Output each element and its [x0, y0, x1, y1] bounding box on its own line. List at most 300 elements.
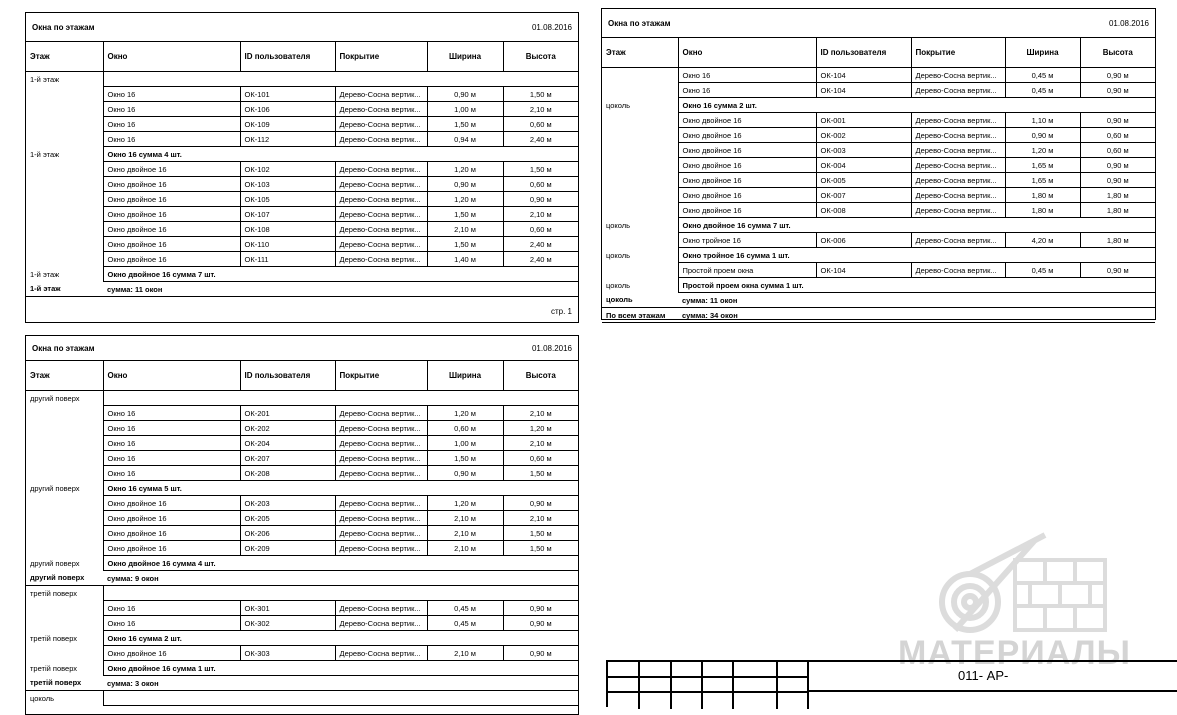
- window-name-cell: Окно 16: [678, 68, 816, 83]
- table-row: [602, 158, 1155, 173]
- user-id-cell: ОК-005: [816, 173, 911, 188]
- width-cell: 2,10 м: [427, 222, 503, 237]
- floor-cell: [602, 158, 678, 173]
- table-row: [602, 143, 1155, 158]
- total-row: [26, 282, 578, 297]
- window-name-cell: Окно двойное 16: [103, 177, 240, 192]
- height-cell: 2,10 м: [503, 406, 578, 421]
- subtotal-row: [26, 556, 578, 571]
- column-header: Ширина: [427, 361, 503, 391]
- user-id-cell: ОК-208: [240, 466, 335, 481]
- height-cell: 1,50 м: [503, 162, 578, 177]
- width-cell: 4,20 м: [1005, 233, 1080, 248]
- subtotal-text: Окно 16 сумма 2 шт.: [678, 98, 1155, 113]
- floor-cell: 1-й этаж: [26, 282, 103, 297]
- floor-cell: [602, 128, 678, 143]
- floor-cell: [602, 203, 678, 218]
- floor-cell: [26, 616, 103, 631]
- height-cell: 2,10 м: [503, 102, 578, 117]
- column-header: ID пользователя: [816, 38, 911, 68]
- coating-cell: Дерево-Сосна вертик...: [911, 113, 1005, 128]
- window-name-cell: Окно двойное 16: [103, 192, 240, 207]
- width-cell: 1,65 м: [1005, 173, 1080, 188]
- coating-cell: Дерево-Сосна вертик...: [335, 421, 427, 436]
- column-header: Высота: [503, 42, 578, 72]
- window-name-cell: Окно двойное 16: [678, 128, 816, 143]
- width-cell: 0,90 м: [427, 87, 503, 102]
- floor-cell: [26, 646, 103, 661]
- height-cell: 0,90 м: [1080, 113, 1155, 128]
- width-cell: 1,80 м: [1005, 188, 1080, 203]
- user-id-cell: ОК-109: [240, 117, 335, 132]
- floor-cell: цоколь: [606, 250, 631, 260]
- column-header: Этаж: [602, 38, 678, 68]
- subtotal-text: Окно 16 сумма 5 шт.: [103, 481, 578, 496]
- window-name-cell: Окно 16: [103, 616, 240, 631]
- height-cell: 0,60 м: [503, 177, 578, 192]
- window-name-cell: Окно двойное 16: [678, 143, 816, 158]
- height-cell: 0,90 м: [503, 616, 578, 631]
- coating-cell: Дерево-Сосна вертик...: [335, 466, 427, 481]
- height-cell: 0,90 м: [503, 646, 578, 661]
- user-id-cell: ОК-102: [240, 162, 335, 177]
- coating-cell: Дерево-Сосна вертик...: [335, 102, 427, 117]
- floor-cell: [26, 237, 103, 252]
- table-row: [26, 177, 578, 192]
- height-cell: 0,60 м: [503, 222, 578, 237]
- window-name-cell: Окно 16: [103, 102, 240, 117]
- subtotal-row: [26, 661, 578, 676]
- user-id-cell: ОК-111: [240, 252, 335, 267]
- width-cell: 0,90 м: [1005, 128, 1080, 143]
- drawing-code: 011- АР-: [958, 668, 1009, 683]
- table-header-row: [26, 42, 578, 72]
- table-row: [602, 233, 1155, 248]
- floor-cell: [602, 83, 678, 98]
- floor-cell: 1-й этаж: [30, 149, 60, 159]
- width-cell: 1,20 м: [1005, 143, 1080, 158]
- subtotal-text: Окно двойное 16 сумма 1 шт.: [103, 661, 578, 676]
- width-cell: 1,20 м: [427, 496, 503, 511]
- table-header-row: [602, 38, 1155, 68]
- height-cell: 0,60 м: [503, 451, 578, 466]
- subtotal-row: [26, 267, 578, 282]
- floor-cell: [602, 173, 678, 188]
- user-id-cell: ОК-105: [240, 192, 335, 207]
- user-id-cell: ОК-003: [816, 143, 911, 158]
- user-id-cell: ОК-110: [240, 237, 335, 252]
- floor-cell: [26, 207, 103, 222]
- height-cell: 1,20 м: [503, 421, 578, 436]
- height-cell: 1,50 м: [503, 87, 578, 102]
- coating-cell: Дерево-Сосна вертик...: [335, 616, 427, 631]
- coating-cell: Дерево-Сосна вертик...: [911, 188, 1005, 203]
- coating-cell: Дерево-Сосна вертик...: [335, 601, 427, 616]
- sheet-title: Окна по этажам: [32, 343, 95, 353]
- subtotal-text: Простой проем окна сумма 1 шт.: [678, 278, 1155, 293]
- table-row: [26, 466, 578, 481]
- coating-cell: Дерево-Сосна вертик...: [335, 162, 427, 177]
- table-row: [602, 83, 1155, 98]
- width-cell: 0,45 м: [1005, 68, 1080, 83]
- height-cell: 1,80 м: [1080, 233, 1155, 248]
- user-id-cell: ОК-007: [816, 188, 911, 203]
- column-header: Окно: [678, 38, 816, 68]
- window-name-cell: Окно двойное 16: [103, 162, 240, 177]
- coating-cell: Дерево-Сосна вертик...: [335, 511, 427, 526]
- user-id-cell: ОК-201: [240, 406, 335, 421]
- floor-cell: [26, 541, 103, 556]
- subtotal-text: Окно двойное 16 сумма 7 шт.: [678, 218, 1155, 233]
- table-row: [26, 436, 578, 451]
- floor-cell: [602, 188, 678, 203]
- coating-cell: Дерево-Сосна вертик...: [335, 451, 427, 466]
- width-cell: 1,00 м: [427, 436, 503, 451]
- window-name-cell: Окно двойное 16: [678, 203, 816, 218]
- coating-cell: Дерево-Сосна вертик...: [911, 158, 1005, 173]
- floor-cell: третій поверх: [30, 633, 78, 643]
- floor-group-row: [26, 586, 578, 601]
- height-cell: 1,50 м: [503, 466, 578, 481]
- coating-cell: Дерево-Сосна вертик...: [335, 207, 427, 222]
- subtotal-row: [602, 278, 1155, 293]
- user-id-cell: ОК-107: [240, 207, 335, 222]
- user-id-cell: ОК-204: [240, 436, 335, 451]
- window-name-cell: Окно двойное 16: [678, 173, 816, 188]
- coating-cell: Дерево-Сосна вертик...: [335, 526, 427, 541]
- window-name-cell: Окно двойное 16: [103, 496, 240, 511]
- window-name-cell: Окно двойное 16: [103, 526, 240, 541]
- schedule-table: [26, 42, 578, 297]
- width-cell: 0,45 м: [1005, 263, 1080, 278]
- floor-cell: [26, 601, 103, 616]
- floor-cell: другий поверх: [26, 571, 103, 586]
- floor-group-row: [26, 391, 578, 406]
- table-row: [26, 132, 578, 147]
- floor-cell: [26, 451, 103, 466]
- width-cell: 2,10 м: [427, 511, 503, 526]
- height-cell: 0,90 м: [1080, 173, 1155, 188]
- floor-cell: другий поверх: [30, 558, 80, 568]
- subtotal-row: [26, 147, 578, 162]
- height-cell: 0,60 м: [1080, 128, 1155, 143]
- table-row: [26, 102, 578, 117]
- width-cell: 0,90 м: [427, 177, 503, 192]
- coating-cell: Дерево-Сосна вертик...: [335, 192, 427, 207]
- sheet-header: [602, 9, 1155, 38]
- coating-cell: Дерево-Сосна вертик...: [335, 237, 427, 252]
- coating-cell: Дерево-Сосна вертик...: [335, 496, 427, 511]
- window-name-cell: Окно двойное 16: [103, 237, 240, 252]
- user-id-cell: ОК-103: [240, 177, 335, 192]
- user-id-cell: ОК-112: [240, 132, 335, 147]
- floor-cell: третій поверх: [26, 676, 103, 691]
- subtotal-row: [26, 481, 578, 496]
- table-row: [26, 87, 578, 102]
- width-cell: 1,20 м: [427, 192, 503, 207]
- table-row: [26, 601, 578, 616]
- height-cell: 1,50 м: [503, 526, 578, 541]
- sheet-title: Окна по этажам: [32, 22, 95, 32]
- floor-cell: [26, 102, 103, 117]
- sheet-date: 01.08.2016: [531, 22, 572, 32]
- height-cell: 0,90 м: [503, 496, 578, 511]
- user-id-cell: ОК-106: [240, 102, 335, 117]
- width-cell: 0,45 м: [427, 601, 503, 616]
- height-cell: 0,90 м: [503, 601, 578, 616]
- height-cell: 2,10 м: [503, 511, 578, 526]
- width-cell: 1,65 м: [1005, 158, 1080, 173]
- height-cell: 2,10 м: [503, 207, 578, 222]
- floor-cell: [26, 87, 103, 102]
- window-name-cell: Окно 16: [103, 451, 240, 466]
- coating-cell: Дерево-Сосна вертик...: [335, 222, 427, 237]
- floor-cell: [26, 252, 103, 267]
- subtotal-text: Окно 16 сумма 4 шт.: [103, 147, 578, 162]
- table-row: [26, 451, 578, 466]
- width-cell: 2,10 м: [427, 541, 503, 556]
- table-row: [26, 162, 578, 177]
- subtotal-text: Окно тройное 16 сумма 1 шт.: [678, 248, 1155, 263]
- floor-cell: 1-й этаж: [30, 269, 60, 279]
- table-row: [26, 252, 578, 267]
- subtotal-row: [602, 248, 1155, 263]
- sheet-title: Окна по этажам: [608, 18, 671, 28]
- sheet-date: 01.08.2016: [531, 343, 572, 353]
- window-name-cell: Окно двойное 16: [103, 646, 240, 661]
- width-cell: 2,10 м: [427, 526, 503, 541]
- coating-cell: Дерево-Сосна вертик...: [335, 252, 427, 267]
- floor-cell: третій поверх: [30, 588, 78, 598]
- coating-cell: Дерево-Сосна вертик...: [911, 233, 1005, 248]
- width-cell: 0,90 м: [427, 466, 503, 481]
- user-id-cell: ОК-002: [816, 128, 911, 143]
- floor-cell: цоколь: [602, 293, 678, 308]
- window-name-cell: Окно 16: [103, 466, 240, 481]
- subtotal-row: [26, 631, 578, 646]
- floor-cell: [602, 113, 678, 128]
- column-header: Этаж: [26, 42, 103, 72]
- width-cell: 1,50 м: [427, 451, 503, 466]
- column-header: Покрытие: [335, 361, 427, 391]
- width-cell: 0,60 м: [427, 421, 503, 436]
- floor-cell: [26, 526, 103, 541]
- floor-cell: [26, 436, 103, 451]
- sheet-date: 01.08.2016: [1108, 18, 1149, 28]
- subtotal-text: Окно 16 сумма 2 шт.: [103, 631, 578, 646]
- height-cell: 0,90 м: [1080, 158, 1155, 173]
- floor-cell: [26, 117, 103, 132]
- window-name-cell: Окно 16: [103, 406, 240, 421]
- height-cell: 0,60 м: [1080, 143, 1155, 158]
- window-name-cell: Окно 16: [103, 421, 240, 436]
- width-cell: 1,50 м: [427, 207, 503, 222]
- schedule-table: [602, 38, 1155, 323]
- table-row: [26, 616, 578, 631]
- total-row: [26, 676, 578, 691]
- window-name-cell: Окно 16: [103, 601, 240, 616]
- floor-cell: [26, 222, 103, 237]
- height-cell: 0,90 м: [1080, 68, 1155, 83]
- window-name-cell: Окно двойное 16: [678, 158, 816, 173]
- height-cell: 0,90 м: [503, 192, 578, 207]
- height-cell: 0,90 м: [1080, 263, 1155, 278]
- column-header: ID пользователя: [240, 42, 335, 72]
- floor-cell: [26, 162, 103, 177]
- user-id-cell: ОК-104: [816, 83, 911, 98]
- floor-cell: [26, 511, 103, 526]
- window-name-cell: Окно двойное 16: [103, 207, 240, 222]
- coating-cell: Дерево-Сосна вертик...: [911, 68, 1005, 83]
- width-cell: 1,20 м: [427, 162, 503, 177]
- user-id-cell: ОК-206: [240, 526, 335, 541]
- coating-cell: Дерево-Сосна вертик...: [335, 541, 427, 556]
- window-name-cell: Окно 16: [103, 436, 240, 451]
- user-id-cell: ОК-004: [816, 158, 911, 173]
- height-cell: 2,40 м: [503, 132, 578, 147]
- column-header: Высота: [1080, 38, 1155, 68]
- table-row: [26, 526, 578, 541]
- table-row: [602, 128, 1155, 143]
- column-header: Покрытие: [911, 38, 1005, 68]
- table-row: [602, 68, 1155, 83]
- coating-cell: Дерево-Сосна вертик...: [911, 173, 1005, 188]
- floor-group-row: [26, 72, 578, 87]
- subtotal-text: Окно двойное 16 сумма 4 шт.: [103, 556, 578, 571]
- table-row: [26, 406, 578, 421]
- table-row: [602, 203, 1155, 218]
- floor-group-row: [26, 691, 578, 706]
- floor-cell: [26, 421, 103, 436]
- total-text: сумма: 9 окон: [103, 571, 578, 586]
- schedule-sheet-1: [25, 12, 579, 323]
- width-cell: 1,80 м: [1005, 203, 1080, 218]
- column-header: Окно: [103, 361, 240, 391]
- window-name-cell: Простой проем окна: [678, 263, 816, 278]
- height-cell: 2,40 м: [503, 237, 578, 252]
- coating-cell: Дерево-Сосна вертик...: [911, 128, 1005, 143]
- table-row: [602, 113, 1155, 128]
- floor-cell: По всем этажам: [602, 308, 678, 323]
- floor-cell: другий поверх: [30, 483, 80, 493]
- user-id-cell: ОК-209: [240, 541, 335, 556]
- column-header: Ширина: [1005, 38, 1080, 68]
- window-name-cell: Окно двойное 16: [678, 113, 816, 128]
- column-header: Окно: [103, 42, 240, 72]
- width-cell: 1,20 м: [427, 406, 503, 421]
- schedule-table: [26, 361, 578, 706]
- floor-cell: [26, 177, 103, 192]
- total-row: [602, 293, 1155, 308]
- width-cell: 1,40 м: [427, 252, 503, 267]
- coating-cell: Дерево-Сосна вертик...: [335, 436, 427, 451]
- table-header-row: [26, 361, 578, 391]
- coating-cell: Дерево-Сосна вертик...: [335, 406, 427, 421]
- table-row: [602, 188, 1155, 203]
- width-cell: 0,94 м: [427, 132, 503, 147]
- table-row: [26, 117, 578, 132]
- page-number: стр. 1: [550, 307, 572, 316]
- user-id-cell: ОК-104: [816, 68, 911, 83]
- user-id-cell: ОК-104: [816, 263, 911, 278]
- floor-cell: цоколь: [606, 100, 631, 110]
- total-text: сумма: 3 окон: [103, 676, 578, 691]
- coating-cell: Дерево-Сосна вертик...: [335, 646, 427, 661]
- width-cell: 1,00 м: [427, 102, 503, 117]
- table-row: [602, 263, 1155, 278]
- coating-cell: Дерево-Сосна вертик...: [335, 117, 427, 132]
- total-row: [602, 308, 1155, 323]
- coating-cell: Дерево-Сосна вертик...: [911, 143, 1005, 158]
- column-header: Высота: [503, 361, 578, 391]
- user-id-cell: ОК-303: [240, 646, 335, 661]
- floor-cell: 1-й этаж: [30, 74, 60, 84]
- total-text: сумма: 11 окон: [678, 293, 1155, 308]
- floor-cell: цоколь: [606, 280, 631, 290]
- height-cell: 1,50 м: [503, 541, 578, 556]
- user-id-cell: ОК-108: [240, 222, 335, 237]
- user-id-cell: ОК-001: [816, 113, 911, 128]
- window-name-cell: Окно двойное 16: [103, 252, 240, 267]
- width-cell: 1,50 м: [427, 237, 503, 252]
- coating-cell: Дерево-Сосна вертик...: [911, 203, 1005, 218]
- user-id-cell: ОК-202: [240, 421, 335, 436]
- table-row: [26, 237, 578, 252]
- height-cell: 0,60 м: [503, 117, 578, 132]
- floor-cell: [26, 496, 103, 511]
- floor-cell: [602, 143, 678, 158]
- height-cell: 0,90 м: [1080, 83, 1155, 98]
- user-id-cell: ОК-101: [240, 87, 335, 102]
- floor-cell: третій поверх: [30, 663, 78, 673]
- window-name-cell: Окно 16: [103, 87, 240, 102]
- total-text: сумма: 11 окон: [103, 282, 578, 297]
- user-id-cell: ОК-008: [816, 203, 911, 218]
- window-name-cell: Окно тройное 16: [678, 233, 816, 248]
- floor-cell: [26, 132, 103, 147]
- column-header: Покрытие: [335, 42, 427, 72]
- subtotal-text: Окно двойное 16 сумма 7 шт.: [103, 267, 578, 282]
- height-cell: 1,80 м: [1080, 203, 1155, 218]
- floor-cell: [602, 233, 678, 248]
- window-name-cell: Окно двойное 16: [103, 222, 240, 237]
- width-cell: 1,10 м: [1005, 113, 1080, 128]
- user-id-cell: ОК-203: [240, 496, 335, 511]
- height-cell: 1,80 м: [1080, 188, 1155, 203]
- table-row: [602, 173, 1155, 188]
- coating-cell: Дерево-Сосна вертик...: [335, 132, 427, 147]
- floor-cell: [26, 406, 103, 421]
- column-header: ID пользователя: [240, 361, 335, 391]
- column-header: Ширина: [427, 42, 503, 72]
- schedule-sheet-3: [601, 8, 1156, 320]
- table-row: [26, 646, 578, 661]
- floor-cell: [26, 466, 103, 481]
- floor-cell: [26, 192, 103, 207]
- subtotal-row: [602, 218, 1155, 233]
- window-name-cell: Окно 16: [678, 83, 816, 98]
- width-cell: 2,10 м: [427, 646, 503, 661]
- total-row: [26, 571, 578, 586]
- window-name-cell: Окно двойное 16: [103, 511, 240, 526]
- title-block-stamp: [606, 660, 1177, 707]
- subtotal-row: [602, 98, 1155, 113]
- table-row: [26, 496, 578, 511]
- height-cell: 2,40 м: [503, 252, 578, 267]
- floor-cell: другий поверх: [30, 393, 80, 403]
- sheet-header: [26, 336, 578, 361]
- height-cell: 2,10 м: [503, 436, 578, 451]
